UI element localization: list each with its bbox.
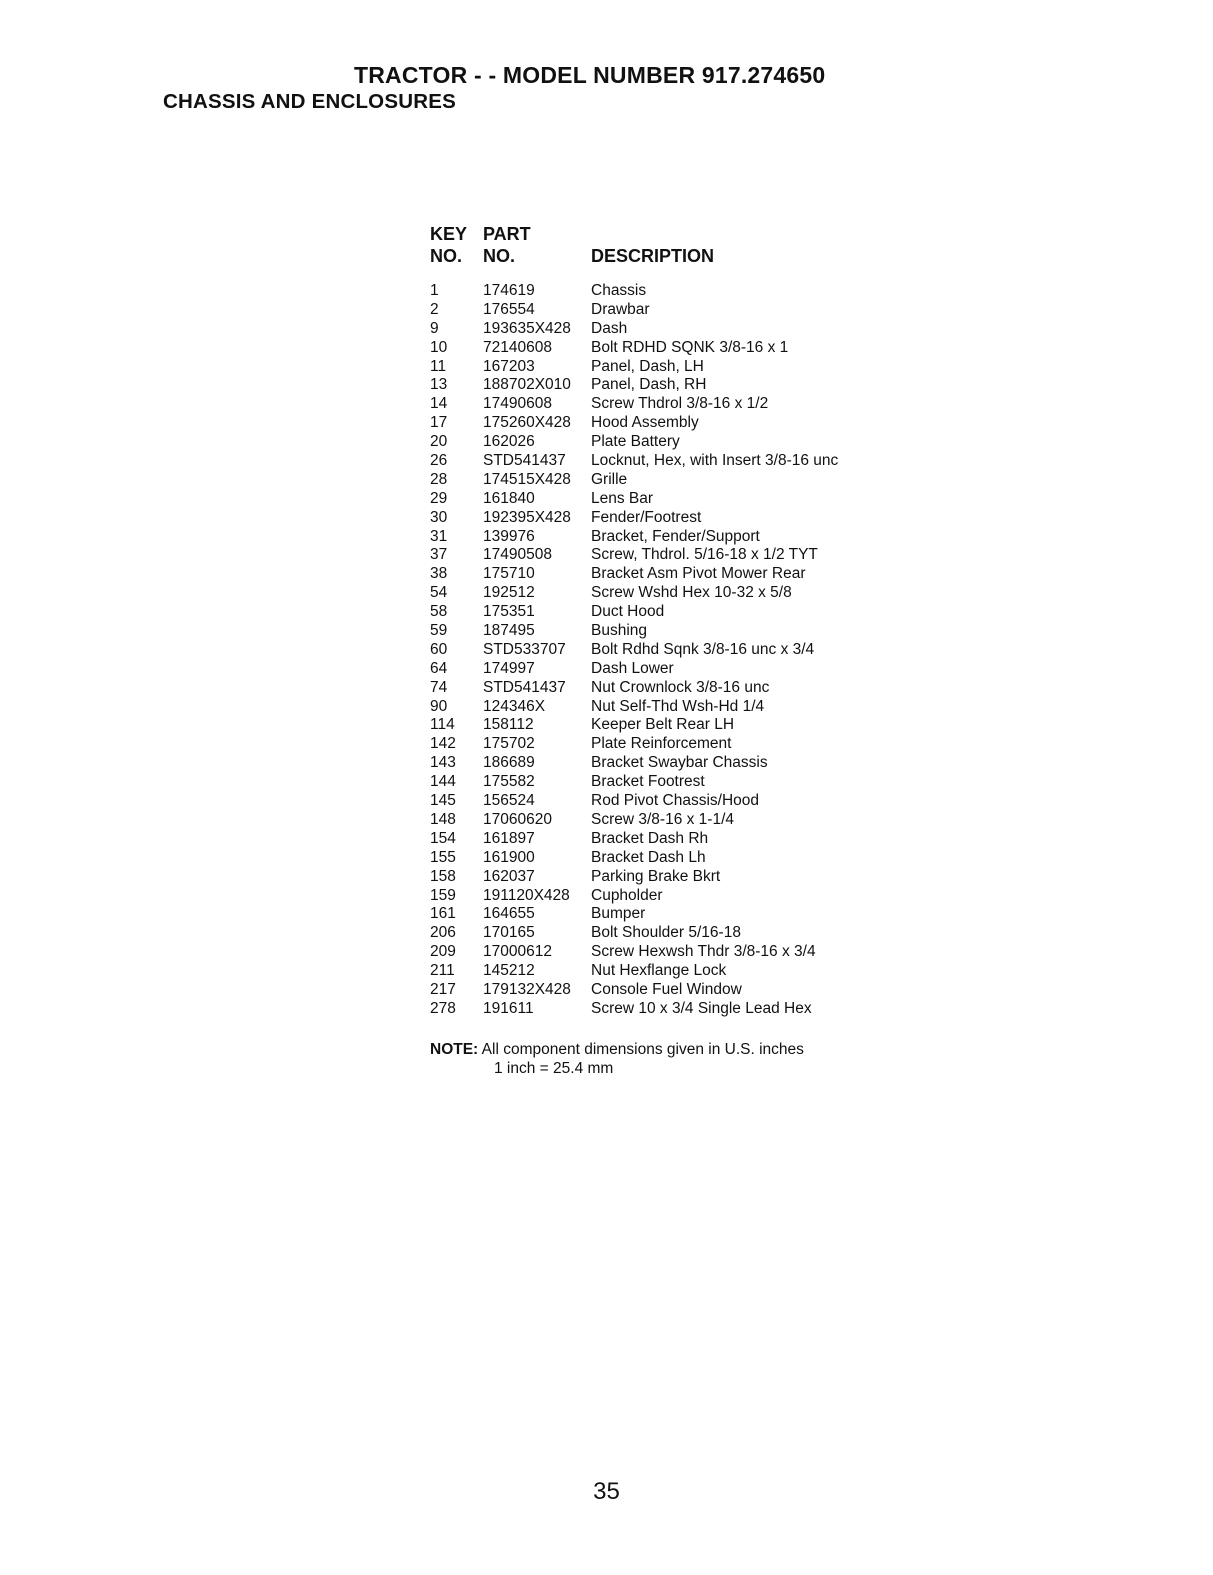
part-number-cell: 175582 (483, 773, 535, 791)
key-cell: 278 (430, 999, 456, 1017)
description-cell: Bracket Asm Pivot Mower Rear (591, 565, 806, 583)
part-number-cell: 167203 (483, 357, 535, 375)
key-cell: 142 (430, 735, 456, 753)
description-cell: Cupholder (591, 886, 663, 904)
description-cell: Bracket Dash Rh (591, 829, 709, 847)
description-cell: Plate Reinforcement (591, 735, 732, 753)
description-cell: Parking Brake Bkrt (591, 867, 721, 885)
part-number-cell: 176554 (483, 300, 535, 318)
description-cell: Screw Thdrol 3/8-16 x 1/2 (591, 395, 769, 413)
page-number: 35 (593, 1478, 620, 1505)
part-number-cell: 145212 (483, 962, 535, 980)
description-cell: Grille (591, 470, 628, 488)
key-cell: 2 (430, 300, 439, 318)
key-cell: 13 (430, 376, 448, 394)
key-cell: 154 (430, 829, 456, 847)
description-cell: Dash (591, 319, 628, 337)
description-cell: Rod Pivot Chassis/Hood (591, 792, 759, 810)
description-cell: Panel, Dash, LH (591, 357, 704, 375)
description-cell: Panel, Dash, RH (591, 376, 707, 394)
part-number-cell: 179132X428 (483, 980, 571, 998)
part-number-cell: 156524 (483, 792, 535, 810)
description-cell: Bracket Footrest (591, 773, 705, 791)
description-cell: Lens Bar (591, 489, 654, 507)
part-number-cell: 186689 (483, 754, 535, 772)
part-number-cell: 162026 (483, 433, 535, 451)
part-number-cell: 187495 (483, 622, 535, 640)
part-number-cell: 17490508 (483, 546, 552, 564)
description-cell: Bracket, Fender/Support (591, 527, 760, 545)
part-number-cell: 164655 (483, 905, 535, 923)
key-cell: 206 (430, 924, 456, 942)
key-cell: 217 (430, 980, 456, 998)
part-number-cell: STD541437 (483, 452, 566, 470)
note-line1: All component dimensions given in U.S. inches (481, 1041, 804, 1058)
part-number-cell: 191120X428 (483, 886, 570, 904)
key-cell: 58 (430, 603, 448, 621)
header-description: DESCRIPTION (591, 246, 715, 266)
description-cell: Nut Crownlock 3/8-16 unc (591, 678, 770, 696)
note-label: NOTE: (430, 1041, 479, 1058)
part-number-cell: 193635X428 (483, 319, 571, 337)
description-cell: Bolt Rdhd Sqnk 3/8-16 unc x 3/4 (591, 640, 815, 658)
page-title: TRACTOR - - MODEL NUMBER 917.274650 (354, 62, 826, 88)
part-number-cell: 174997 (483, 659, 535, 677)
description-cell: Plate Battery (591, 433, 680, 451)
key-cell: 54 (430, 584, 448, 602)
note-line2: 1 inch = 25.4 mm (494, 1060, 614, 1077)
part-number-cell: 188702X010 (483, 376, 571, 394)
key-cell: 114 (430, 716, 455, 734)
key-cell: 37 (430, 546, 448, 564)
key-cell: 148 (430, 810, 456, 828)
description-cell: Bushing (591, 622, 648, 640)
key-cell: 74 (430, 678, 448, 696)
description-cell: Bracket Swaybar Chassis (591, 754, 768, 772)
description-cell: Locknut, Hex, with Insert 3/8-16 unc (591, 452, 839, 470)
header-key-line2: NO. (430, 246, 463, 266)
key-cell: 145 (430, 792, 456, 810)
description-cell: Screw 3/8-16 x 1-1/4 (591, 810, 735, 828)
part-number-cell: 139976 (483, 527, 535, 545)
key-cell: 10 (430, 338, 448, 356)
key-cell: 14 (430, 395, 448, 413)
description-cell: Dash Lower (591, 659, 674, 677)
part-number-cell: 175351 (483, 603, 535, 621)
key-cell: 159 (430, 886, 456, 904)
key-cell: 26 (430, 452, 448, 470)
part-number-cell: 17000612 (483, 943, 552, 961)
note (430, 1040, 804, 1077)
part-number-cell: 175710 (483, 565, 535, 583)
key-cell: 31 (430, 527, 448, 545)
description-cell: Keeper Belt Rear LH (591, 716, 735, 734)
key-cell: 1 (430, 282, 439, 299)
description-cell: Hood Assembly (591, 414, 699, 432)
part-number-cell: STD541437 (483, 678, 566, 696)
description-cell: Console Fuel Window (591, 980, 742, 998)
description-cell: Drawbar (591, 300, 650, 318)
part-number-cell: 175260X428 (483, 414, 571, 432)
key-cell: 211 (430, 962, 455, 980)
part-number-cell: 192512 (483, 584, 535, 602)
key-cell: 28 (430, 470, 448, 488)
key-cell: 64 (430, 659, 448, 677)
part-number-cell: 161840 (483, 489, 535, 507)
part-number-cell: 17060620 (483, 810, 552, 828)
description-cell: Bolt RDHD SQNK 3/8-16 x 1 (591, 338, 789, 356)
description-cell: Bumper (591, 905, 646, 923)
key-cell: 9 (430, 319, 439, 337)
part-number-cell: 161897 (483, 829, 535, 847)
key-cell: 143 (430, 754, 456, 772)
part-number-cell: 175702 (483, 735, 535, 753)
key-cell: 20 (430, 433, 448, 451)
key-cell: 11 (430, 357, 447, 375)
header-key-line1: KEY (430, 224, 468, 244)
description-cell: Bolt Shoulder 5/16-18 (591, 924, 741, 942)
description-cell: Fender/Footrest (591, 508, 702, 526)
part-number-cell: 72140608 (483, 338, 552, 356)
header-part-line2: NO. (483, 246, 516, 266)
key-cell: 17 (430, 414, 448, 432)
key-cell: 155 (430, 848, 456, 866)
key-cell: 158 (430, 867, 456, 885)
key-cell: 90 (430, 697, 448, 715)
description-cell: Screw Wshd Hex 10-32 x 5/8 (591, 584, 792, 602)
part-number-cell: 174619 (483, 282, 535, 299)
key-cell: 29 (430, 489, 448, 507)
description-cell: Screw Hexwsh Thdr 3/8-16 x 3/4 (591, 943, 816, 961)
header-part-line1: PART (483, 224, 531, 244)
part-number-cell: 17490608 (483, 395, 552, 413)
key-cell: 144 (430, 773, 456, 791)
key-cell: 59 (430, 622, 448, 640)
part-number-cell: 191611 (483, 999, 534, 1017)
section-subtitle: CHASSIS AND ENCLOSURES (163, 90, 456, 113)
description-cell: Duct Hood (591, 603, 665, 621)
part-number-cell: 170165 (483, 924, 535, 942)
part-number-cell: 124346X (483, 697, 546, 715)
key-cell: 30 (430, 508, 448, 526)
part-number-cell: STD533707 (483, 640, 566, 658)
description-cell: Screw, Thdrol. 5/16-18 x 1/2 TYT (591, 546, 818, 564)
description-cell: Chassis (591, 282, 647, 299)
description-cell: Nut Hexflange Lock (591, 962, 727, 980)
part-number-cell: 162037 (483, 867, 535, 885)
part-number-cell: 192395X428 (483, 508, 571, 526)
part-number-cell: 174515X428 (483, 470, 571, 488)
key-cell: 161 (430, 905, 456, 923)
part-number-cell: 161900 (483, 848, 535, 866)
key-cell: 209 (430, 943, 456, 961)
description-cell: Nut Self-Thd Wsh-Hd 1/4 (591, 697, 765, 715)
description-cell: Bracket Dash Lh (591, 848, 706, 866)
key-cell: 60 (430, 640, 448, 658)
part-number-cell: 158112 (483, 716, 534, 734)
key-cell: 38 (430, 565, 448, 583)
description-cell: Screw 10 x 3/4 Single Lead Hex (591, 999, 812, 1017)
